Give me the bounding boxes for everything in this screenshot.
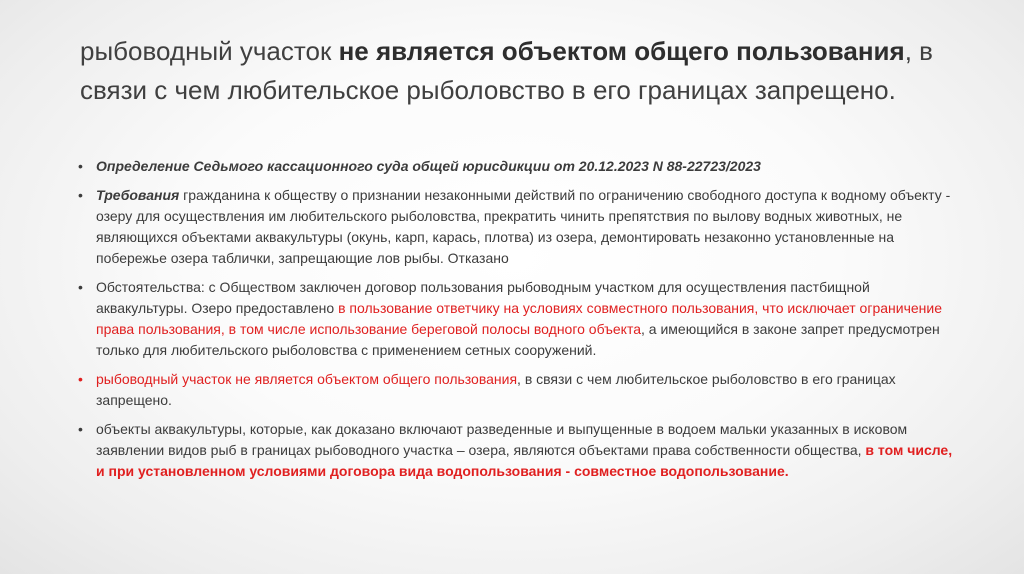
title-part-3: , в связи с чем любительское рыболовство в его границах запрещено. <box>80 36 933 105</box>
circumstances-text-1: Обстоятельства: с Обществом заключен договор пользования рыбоводным участком для осуществления пастбищной аквакультуры. Озеро предоставлено <box>96 279 870 316</box>
circumstances-highlight: в пользование ответчику на условиях совместного пользования, что исключает ограничение права пользования, в том числе использование береговой полосы водного объекта <box>96 300 942 337</box>
bullet-item-circumstances <box>76 277 956 361</box>
title-part-1: рыбоводный участок <box>80 36 339 66</box>
requirements-text: гражданина к обществу о признании незаконными действий по ограничению свободного доступа к водному объекту - озеру для осуществления им любительского рыболовства, прекратить чинить препятствия по вылову водных животных, не являющихся объектами аквакультуры (окунь, карп, карась, плотва) из озера, демонтировать незаконно установленные на побережье озера таблички, запрещающие лов рыбы. Отказано <box>96 187 951 266</box>
circumstances-text-2: , а имеющийся в законе запрет предусмотрен только для любительского рыболовства с применением сетных сооружений. <box>96 321 940 358</box>
requirements-lead: Требования <box>96 187 180 203</box>
bullet-item-conclusion <box>76 369 956 411</box>
bullet-marker: • <box>78 279 83 295</box>
aquaculture-highlight: в том числе, и при установленном условиями договора вида водопользования - совместное водопользование. <box>96 442 953 479</box>
bullet-marker: • <box>78 158 83 174</box>
bullet-item-ruling <box>76 156 956 177</box>
slide-title <box>80 32 970 110</box>
bullet-marker: • <box>78 421 83 437</box>
conclusion-highlight: рыбоводный участок не является объектом общего пользования <box>96 371 518 387</box>
bullet-marker: • <box>78 187 83 203</box>
bullet-item-requirements <box>76 185 956 269</box>
bullet-marker-red: • <box>78 371 83 387</box>
bullet-item-aquaculture <box>76 419 956 482</box>
aquaculture-text: объекты аквакультуры, которые, как доказано включают разведенные и выпущенные в водоем мальки указанных в исковом заявлении видов рыб в границах рыбоводного участка – озера, являются объектами права собственности общества, <box>96 421 908 458</box>
bullet-list <box>76 156 956 490</box>
conclusion-text: , в связи с чем любительское рыболовство в его границах запрещено. <box>96 371 896 408</box>
title-part-2-bold: не является объектом общего пользования <box>338 36 905 66</box>
ruling-reference: Определение Седьмого кассационного суда общей юрисдикции от 20.12.2023 N 88-22723/2023 <box>96 158 761 174</box>
